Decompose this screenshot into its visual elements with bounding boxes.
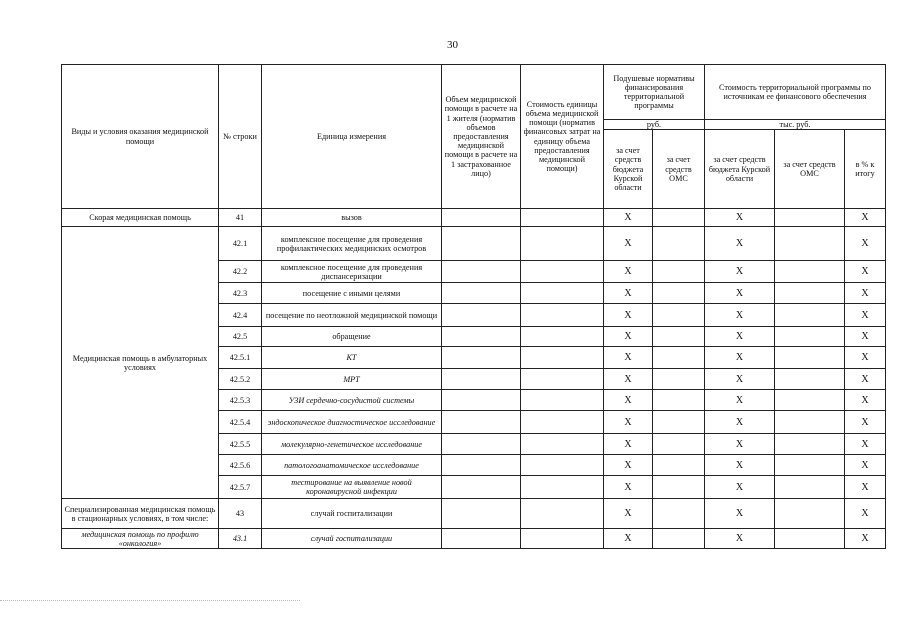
unit-cell: УЗИ сердечно-сосудистой системы (262, 390, 442, 411)
x-mark: X (604, 455, 653, 476)
empty-cell (521, 327, 604, 347)
row-number: 43.1 (219, 529, 262, 549)
empty-cell (521, 227, 604, 261)
empty-cell (521, 476, 604, 499)
table-row (62, 529, 886, 549)
empty-cell (521, 347, 604, 369)
row-number: 42.2 (219, 261, 262, 283)
row-number: 42.5.1 (219, 347, 262, 369)
unit-cell: тестирование на выявление новой коронавирусной инфекции (262, 476, 442, 499)
empty-cell (775, 529, 845, 549)
x-mark: X (845, 476, 886, 499)
empty-cell (521, 411, 604, 434)
empty-cell (653, 369, 705, 390)
x-mark: X (705, 283, 775, 304)
header-cost-unit: Стоимость единицы объема медицинской помощи (норматив финансовых затрат на единицу объема предоставления медицинской помощи) (521, 65, 604, 209)
header-thous-rub: тыс. руб. (705, 120, 886, 130)
empty-cell (521, 304, 604, 327)
x-mark: X (845, 327, 886, 347)
x-mark: X (705, 476, 775, 499)
x-mark: X (845, 261, 886, 283)
x-mark: X (604, 304, 653, 327)
empty-cell (521, 455, 604, 476)
unit-cell: молекулярно-генетическое исследование (262, 434, 442, 455)
x-mark: X (604, 369, 653, 390)
empty-cell (653, 283, 705, 304)
empty-cell (653, 476, 705, 499)
unit-cell: посещение с иными целями (262, 283, 442, 304)
empty-cell (775, 261, 845, 283)
header-unit: Единица измерения (262, 65, 442, 209)
unit-cell: обращение (262, 327, 442, 347)
empty-cell (653, 455, 705, 476)
x-mark: X (845, 347, 886, 369)
empty-cell (653, 411, 705, 434)
empty-cell (521, 434, 604, 455)
empty-cell (775, 209, 845, 227)
unit-cell: случай госпитализации (262, 529, 442, 549)
empty-cell (521, 261, 604, 283)
unit-cell: вызов (262, 209, 442, 227)
x-mark: X (705, 227, 775, 261)
x-mark: X (845, 369, 886, 390)
empty-cell (653, 390, 705, 411)
row-number: 42.5.5 (219, 434, 262, 455)
table-row (62, 209, 886, 227)
header-rub: руб. (604, 120, 705, 130)
unit-cell: случай госпитализации (262, 499, 442, 529)
page-number: 30 (447, 39, 458, 51)
row-number: 42.5.4 (219, 411, 262, 434)
unit-cell: патологоанатомическое исследование (262, 455, 442, 476)
empty-cell (653, 347, 705, 369)
unit-cell: комплексное посещение для проведения профилактических медицинских осмотров (262, 227, 442, 261)
x-mark: X (705, 327, 775, 347)
empty-cell (521, 369, 604, 390)
empty-cell (442, 390, 521, 411)
empty-cell (653, 434, 705, 455)
x-mark: X (604, 390, 653, 411)
empty-cell (775, 434, 845, 455)
empty-cell (521, 209, 604, 227)
row-number: 42.5.2 (219, 369, 262, 390)
empty-cell (442, 455, 521, 476)
empty-cell (775, 499, 845, 529)
empty-cell (442, 411, 521, 434)
row-number: 41 (219, 209, 262, 227)
x-mark: X (604, 283, 653, 304)
scan-artifact (0, 600, 300, 602)
header-sub-oms: за счет средств ОМС (653, 130, 705, 209)
row-number: 43 (219, 499, 262, 529)
empty-cell (521, 529, 604, 549)
empty-cell (775, 327, 845, 347)
row-number: 42.5.6 (219, 455, 262, 476)
x-mark: X (845, 434, 886, 455)
x-mark: X (705, 261, 775, 283)
x-mark: X (845, 411, 886, 434)
x-mark: X (845, 227, 886, 261)
x-mark: X (705, 209, 775, 227)
empty-cell (442, 434, 521, 455)
empty-cell (775, 347, 845, 369)
empty-cell (775, 227, 845, 261)
x-mark: X (705, 304, 775, 327)
table-row (62, 227, 886, 261)
empty-cell (653, 327, 705, 347)
empty-cell (442, 499, 521, 529)
x-mark: X (845, 283, 886, 304)
x-mark: X (705, 529, 775, 549)
group-outpatient: Медицинская помощь в амбулаторных условиях (62, 227, 219, 499)
header-sub-percent: в % к итогу (845, 130, 886, 209)
row-number: 42.5.7 (219, 476, 262, 499)
empty-cell (442, 369, 521, 390)
empty-cell (521, 390, 604, 411)
unit-cell: эндоскопическое диагностическое исследование (262, 411, 442, 434)
financing-table (61, 64, 886, 549)
empty-cell (442, 476, 521, 499)
empty-cell (653, 499, 705, 529)
empty-cell (775, 304, 845, 327)
empty-cell (521, 283, 604, 304)
empty-cell (653, 529, 705, 549)
unit-cell: комплексное посещение для проведения диспансеризации (262, 261, 442, 283)
unit-cell: МРТ (262, 369, 442, 390)
empty-cell (775, 455, 845, 476)
x-mark: X (604, 347, 653, 369)
x-mark: X (845, 209, 886, 227)
row-number: 42.5 (219, 327, 262, 347)
x-mark: X (845, 499, 886, 529)
empty-cell (442, 304, 521, 327)
empty-cell (775, 369, 845, 390)
x-mark: X (604, 209, 653, 227)
x-mark: X (705, 390, 775, 411)
x-mark: X (705, 499, 775, 529)
header-kind: Виды и условия оказания медицинской помощи (62, 65, 219, 209)
empty-cell (442, 209, 521, 227)
x-mark: X (705, 369, 775, 390)
unit-cell: КТ (262, 347, 442, 369)
row-number: 42.1 (219, 227, 262, 261)
row-number: 42.4 (219, 304, 262, 327)
empty-cell (521, 499, 604, 529)
header-program-cost: Стоимость территориальной программы по источникам ее финансового обеспечения (705, 65, 886, 120)
empty-cell (442, 327, 521, 347)
empty-cell (653, 304, 705, 327)
empty-cell (442, 227, 521, 261)
empty-cell (775, 283, 845, 304)
empty-cell (442, 347, 521, 369)
empty-cell (653, 261, 705, 283)
x-mark: X (604, 434, 653, 455)
x-mark: X (845, 529, 886, 549)
row-number: 42.5.3 (219, 390, 262, 411)
empty-cell (442, 261, 521, 283)
group-inpatient: Специализированная медицинская помощь в стационарных условиях, в том числе: (62, 499, 219, 529)
empty-cell (653, 227, 705, 261)
x-mark: X (845, 304, 886, 327)
x-mark: X (604, 261, 653, 283)
header-sub-oms-2: за счет средств ОМС (775, 130, 845, 209)
x-mark: X (604, 327, 653, 347)
header-sub-budget-2: за счет средств бюджета Курской области (705, 130, 775, 209)
group-oncology: медицинская помощь по профилю «онкология» (62, 529, 219, 549)
x-mark: X (604, 499, 653, 529)
x-mark: X (604, 227, 653, 261)
x-mark: X (604, 529, 653, 549)
x-mark: X (705, 455, 775, 476)
x-mark: X (604, 411, 653, 434)
table-row (62, 499, 886, 529)
x-mark: X (705, 411, 775, 434)
unit-cell: посещение по неотложной медицинской помощи (262, 304, 442, 327)
x-mark: X (845, 455, 886, 476)
group-ambulance: Скорая медицинская помощь (62, 209, 219, 227)
x-mark: X (604, 476, 653, 499)
empty-cell (775, 390, 845, 411)
x-mark: X (705, 347, 775, 369)
empty-cell (775, 411, 845, 434)
empty-cell (775, 476, 845, 499)
header-sub-budget: за счет средств бюджета Курской области (604, 130, 653, 209)
empty-cell (442, 283, 521, 304)
header-volume: Объем медицинской помощи в расчете на 1 жителя (норматив объемов предоставления медицинской помощи в расчете на 1 застрахованное лицо) (442, 65, 521, 209)
empty-cell (442, 529, 521, 549)
x-mark: X (845, 390, 886, 411)
header-row-no: № строки (219, 65, 262, 209)
header-per-capita: Подушевые нормативы финансирования территориальной программы (604, 65, 705, 120)
empty-cell (653, 209, 705, 227)
x-mark: X (705, 434, 775, 455)
row-number: 42.3 (219, 283, 262, 304)
